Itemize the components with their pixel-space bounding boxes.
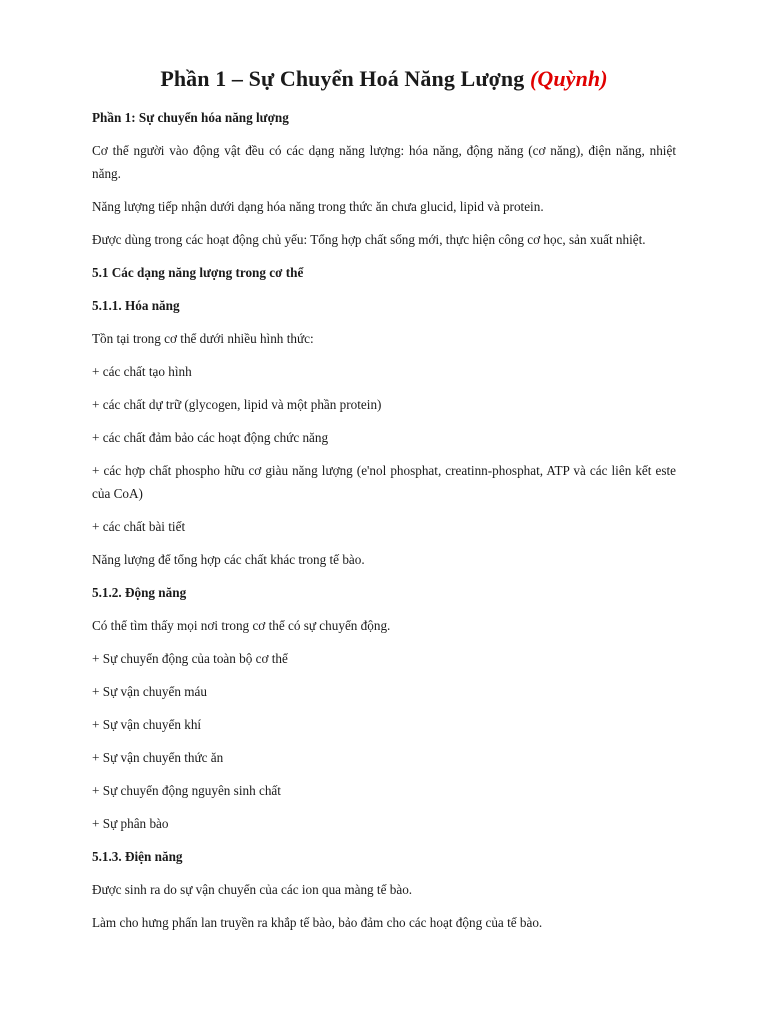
paragraph: + Sự chuyển động của toàn bộ cơ thể: [92, 651, 288, 667]
paragraph: + các hợp chất phospho hữu cơ giàu năng lượng (e'nol phosphat, creatinn-phosphat, ATP và các liên kết este của CoA): [92, 463, 676, 502]
paragraph: + Sự vận chuyển khí: [92, 717, 202, 733]
paragraph: + Sự vận chuyển thức ăn: [92, 750, 224, 766]
block-gap: [92, 505, 676, 515]
block-gap: [92, 835, 676, 845]
block-gap: [92, 251, 676, 261]
block-gap: [92, 350, 676, 360]
paragraph: + các chất dự trữ (glycogen, lipid và một phần protein): [92, 397, 382, 413]
block-gap: [92, 129, 676, 139]
block-gap: [92, 317, 676, 327]
block-gap: [92, 284, 676, 294]
block-gap: [92, 802, 676, 812]
paragraph: + các chất bài tiết: [92, 519, 186, 535]
block-gap: [92, 604, 676, 614]
block-gap: [92, 449, 676, 459]
section-heading: Phần 1: Sự chuyển hóa năng lượng: [92, 110, 289, 126]
block-gap: [92, 637, 676, 647]
paragraph: + Sự phân bào: [92, 816, 169, 832]
paragraph: + Sự chuyển động nguyên sinh chất: [92, 783, 281, 799]
section-heading: 5.1.1. Hóa năng: [92, 298, 180, 314]
paragraph: + các chất đảm bảo các hoạt động chức năng: [92, 430, 329, 446]
block-gap: [92, 769, 676, 779]
paragraph: + các chất tạo hình: [92, 364, 192, 380]
paragraph: Được sinh ra do sự vận chuyển của các ion qua màng tế bào.: [92, 882, 413, 898]
block-gap: [92, 185, 676, 195]
block-gap: [92, 218, 676, 228]
paragraph: Được dùng trong các hoạt động chủ yếu: Tổng hợp chất sống mới, thực hiện công cơ học, sản xuất nhiệt.: [92, 232, 646, 248]
block-gap: [92, 901, 676, 911]
block-gap: [92, 703, 676, 713]
document-body: [92, 106, 676, 934]
block-gap: [92, 538, 676, 548]
page-title: [92, 66, 676, 92]
title-main: Phần 1 – Sự Chuyển Hoá Năng Lượng: [160, 66, 530, 91]
paragraph: Làm cho hưng phấn lan truyền ra khắp tế bào, bảo đảm cho các hoạt động của tế bào.: [92, 915, 543, 931]
block-gap: [92, 416, 676, 426]
paragraph: Năng lượng để tổng hợp các chất khác trong tế bào.: [92, 552, 365, 568]
block-gap: [92, 571, 676, 581]
paragraph: Tồn tại trong cơ thể dưới nhiều hình thức:: [92, 331, 314, 347]
block-gap: [92, 670, 676, 680]
section-heading: 5.1.2. Động năng: [92, 585, 187, 601]
block-gap: [92, 868, 676, 878]
paragraph: Năng lượng tiếp nhận dưới dạng hóa năng trong thức ăn chưa glucid, lipid và protein.: [92, 199, 544, 215]
paragraph: + Sự vận chuyển máu: [92, 684, 207, 700]
section-heading: 5.1 Các dạng năng lượng trong cơ thể: [92, 265, 304, 281]
paragraph: Có thể tìm thấy mọi nơi trong cơ thể có sự chuyển động.: [92, 618, 391, 634]
paragraph: Cơ thể người vào động vật đều có các dạng năng lượng: hóa năng, động năng (cơ năng), điện năng, nhiệt năng.: [92, 143, 676, 182]
block-gap: [92, 383, 676, 393]
block-gap: [92, 736, 676, 746]
section-heading: 5.1.3. Điện năng: [92, 849, 183, 865]
title-author: (Quỳnh): [529, 66, 608, 91]
